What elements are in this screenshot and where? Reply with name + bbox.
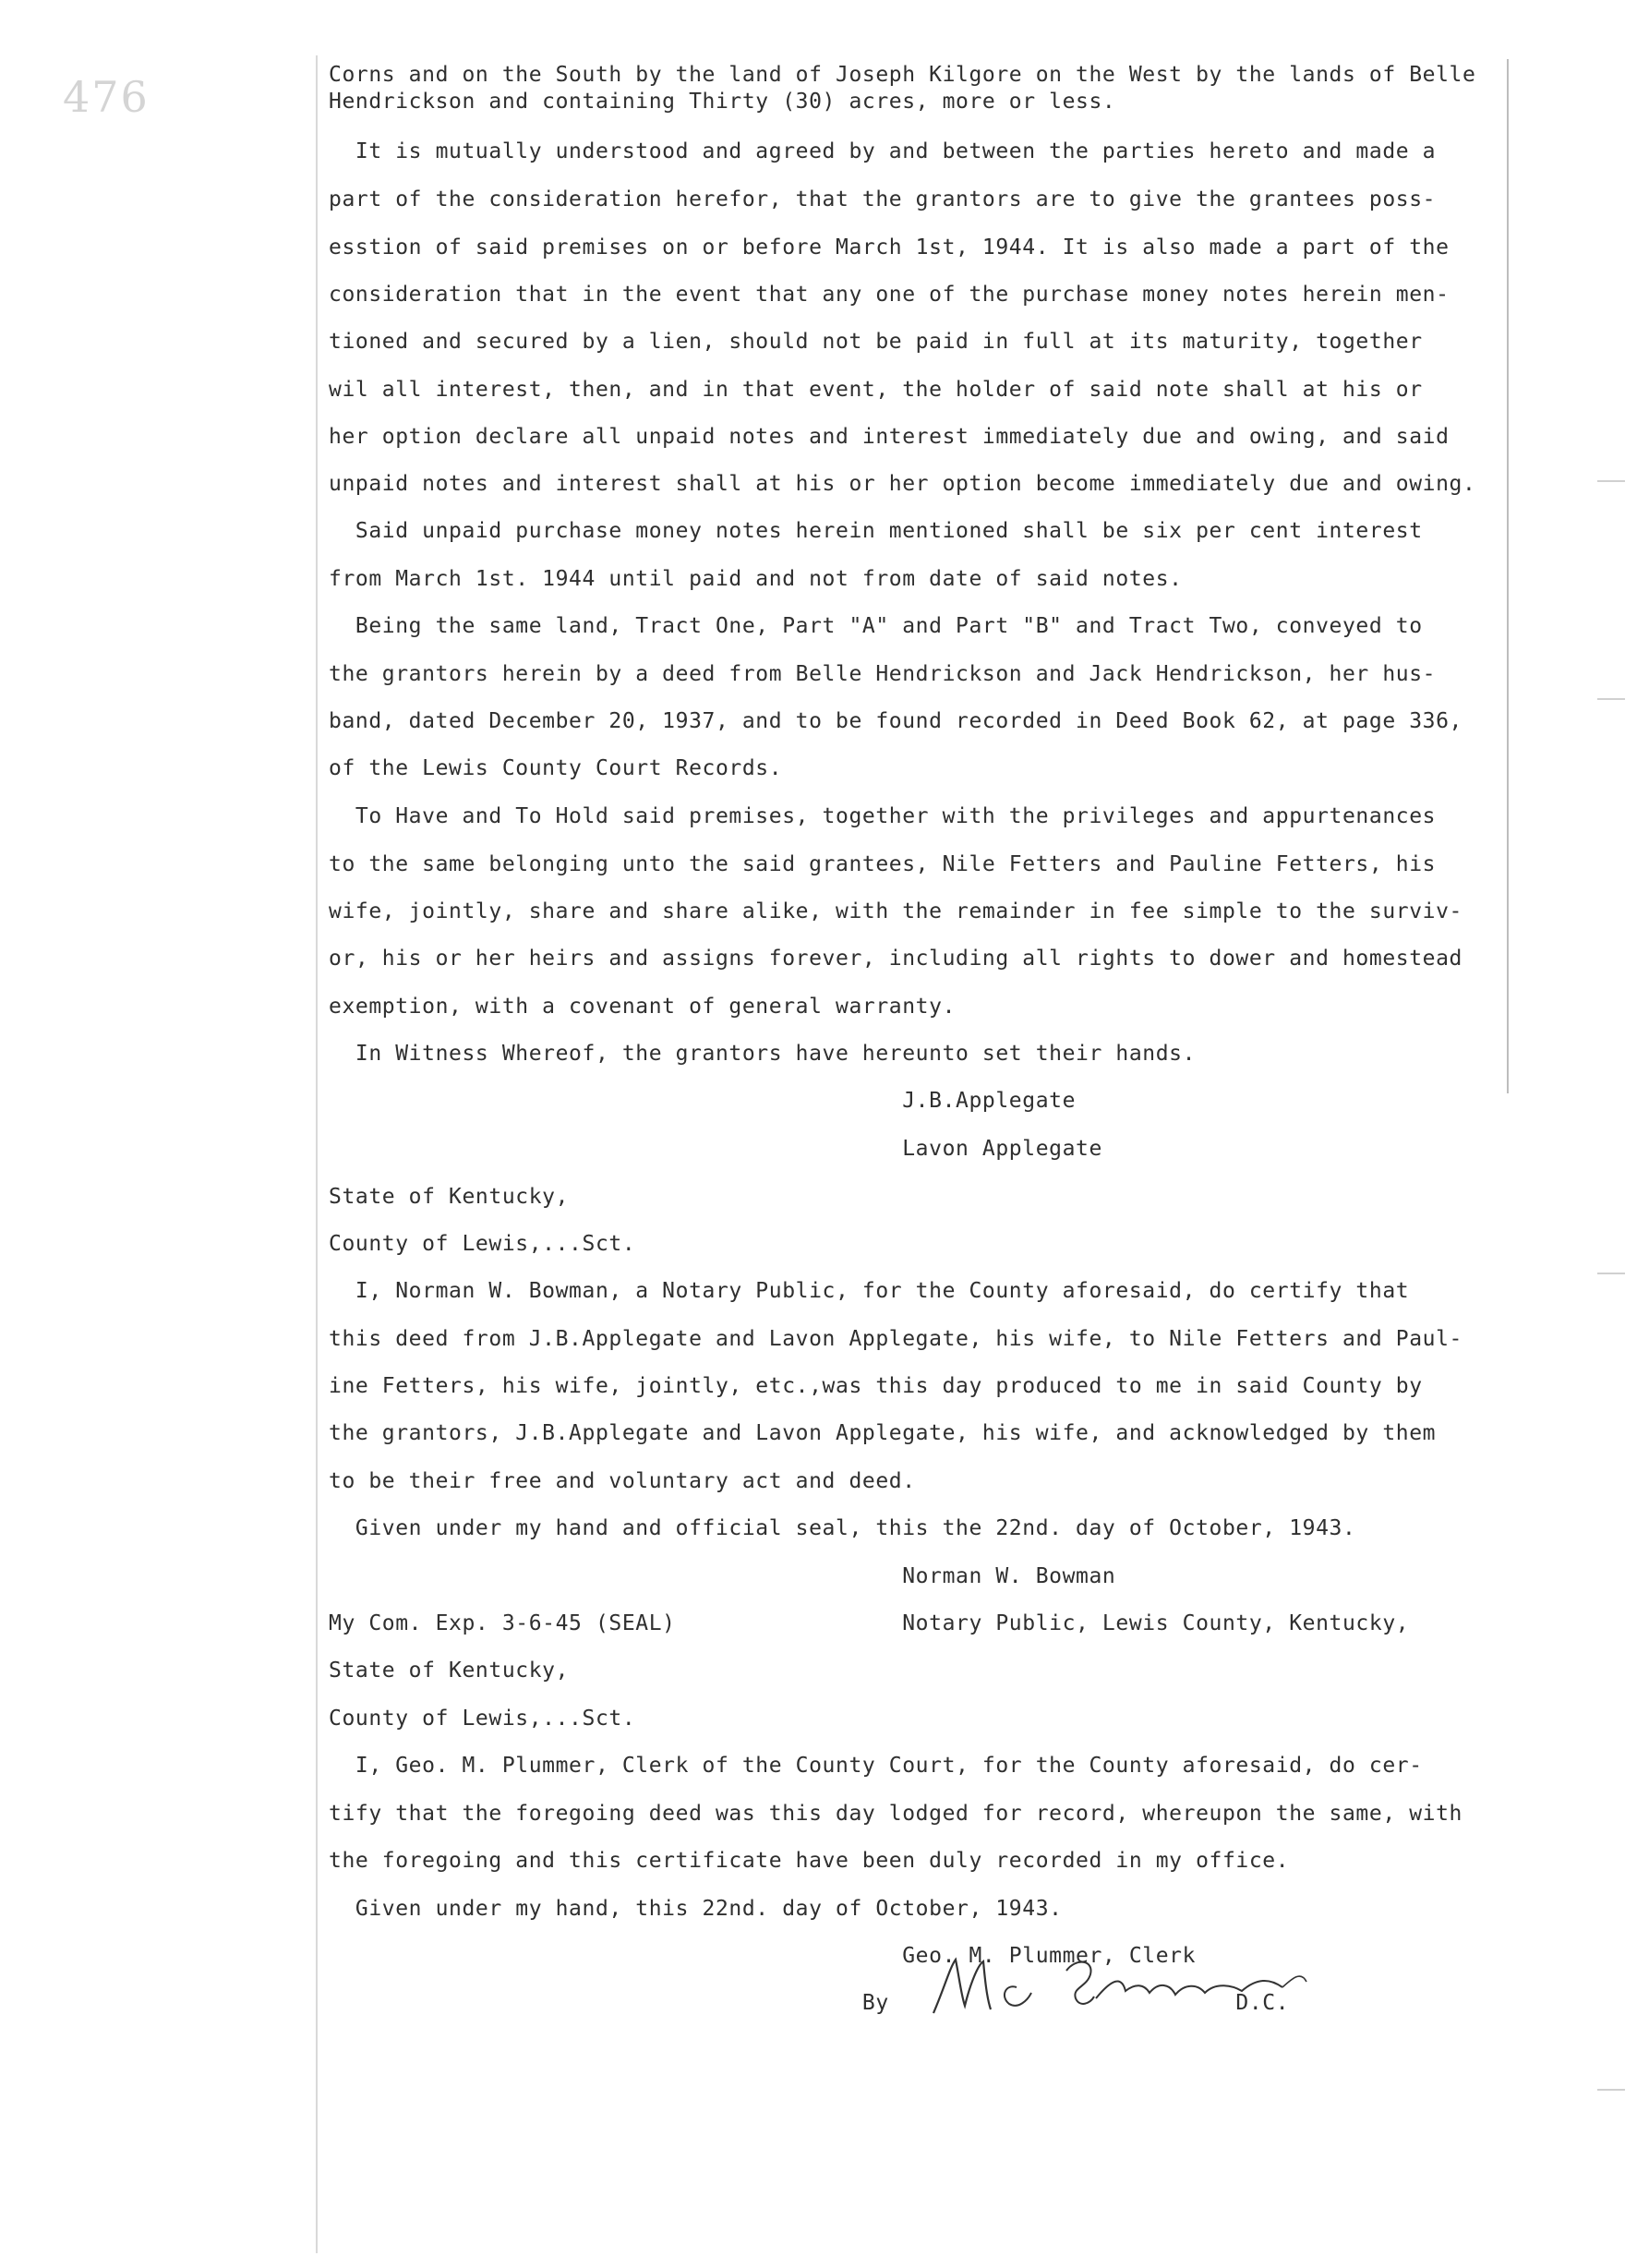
text-line: or, his or her heirs and assigns forever, including all rights to dower and homestead bbox=[329, 947, 1463, 971]
text-line: to the same belonging unto the said grantees, Nile Fetters and Pauline Fetters, his bbox=[329, 852, 1437, 876]
text-line: I, Geo. M. Plummer, Clerk of the County Court, for the County aforesaid, do cer- bbox=[329, 1754, 1423, 1778]
text-line: I, Norman W. Bowman, a Notary Public, for the County aforesaid, do certify that bbox=[329, 1279, 1410, 1303]
text-line: Said unpaid purchase money notes herein mentioned shall be six per cent interest bbox=[329, 519, 1423, 543]
text-line: wife, jointly, share and share alike, with the remainder in fee simple to the surviv- bbox=[329, 899, 1463, 923]
text-line: To Have and To Hold said premises, together with the privileges and appurtenances bbox=[329, 804, 1437, 828]
text-line: to be their free and voluntary act and deed. bbox=[329, 1469, 916, 1493]
text-line: the grantors, J.B.Applegate and Lavon Applegate, his wife, and acknowledged by them bbox=[329, 1421, 1437, 1445]
text-line: ine Fetters, his wife, jointly, etc.,was this day produced to me in said County by bbox=[329, 1374, 1423, 1398]
text-line: Given under my hand and official seal, this the 22nd. day of October, 1943. bbox=[329, 1516, 1356, 1540]
text-line: of the Lewis County Court Records. bbox=[329, 756, 783, 780]
margin-tick bbox=[1597, 480, 1625, 482]
text-line: My Com. Exp. 3-6-45 (SEAL) Notary Public, Lewis County, Kentucky, bbox=[329, 1611, 1410, 1635]
text-line: band, dated December 20, 1937, and to be found recorded in Deed Book 62, at page 336, bbox=[329, 709, 1463, 733]
clerk-signature bbox=[928, 1950, 1353, 2024]
text-line: the grantors herein by a deed from Belle Hendrickson and Jack Hendrickson, her hus- bbox=[329, 662, 1437, 686]
margin-tick bbox=[1597, 1273, 1625, 1274]
text-line: part of the consideration herefor, that the grantors are to give the grantees poss- bbox=[329, 187, 1437, 211]
left-margin-rule bbox=[316, 55, 318, 2253]
text-line: from March 1st. 1944 until paid and not from date of said notes. bbox=[329, 567, 1183, 591]
text-line: unpaid notes and interest shall at his or her option become immediately due and owing. bbox=[329, 472, 1476, 496]
margin-tick bbox=[1597, 2089, 1625, 2091]
text-line: In Witness Whereof, the grantors have hereunto set their hands. bbox=[329, 1042, 1197, 1066]
text-line: By D.C. bbox=[329, 1991, 1290, 2015]
text-line: It is mutually understood and agreed by and between the parties hereto and made a bbox=[329, 139, 1437, 163]
text-line: esstion of said premises on or before March 1st, 1944. It is also made a part of the bbox=[329, 235, 1450, 259]
text-line: County of Lewis,...Sct. bbox=[329, 1707, 636, 1731]
text-line: Given under my hand, this 22nd. day of October, 1943. bbox=[329, 1897, 1063, 1921]
right-margin-rule bbox=[1507, 59, 1509, 1093]
text-line: State of Kentucky, bbox=[329, 1659, 570, 1683]
text-line: tioned and secured by a lien, should not be paid in full at its maturity, together bbox=[329, 330, 1423, 354]
text-line: State of Kentucky, bbox=[329, 1185, 570, 1209]
text-line: consideration that in the event that any one of the purchase money notes herein men- bbox=[329, 283, 1450, 307]
text-line: this deed from J.B.Applegate and Lavon Applegate, his wife, to Nile Fetters and Paul- bbox=[329, 1327, 1463, 1351]
text-line: County of Lewis,...Sct. bbox=[329, 1232, 636, 1256]
text-line: her option declare all unpaid notes and interest immediately due and owing, and said bbox=[329, 425, 1450, 449]
text-line: Norman W. Bowman bbox=[329, 1564, 1116, 1588]
text-line: tify that the foregoing deed was this day lodged for record, whereupon the same, with bbox=[329, 1802, 1463, 1826]
margin-tick bbox=[1597, 698, 1625, 700]
text-line: Lavon Applegate bbox=[329, 1137, 1102, 1161]
text-line: Hendrickson and containing Thirty (30) acres, more or less. bbox=[329, 90, 1116, 114]
text-line: J.B.Applegate bbox=[329, 1089, 1077, 1113]
page-number: 476 bbox=[63, 72, 150, 122]
text-line: exemption, with a covenant of general warranty. bbox=[329, 995, 957, 1019]
text-line: Corns and on the South by the land of Joseph Kilgore on the West by the lands of Belle bbox=[329, 63, 1476, 87]
text-line: the foregoing and this certificate have been duly recorded in my office. bbox=[329, 1849, 1290, 1873]
text-line: Geo. M. Plummer, Clerk bbox=[329, 1944, 1197, 1968]
text-line: wil all interest, then, and in that event, the holder of said note shall at his or bbox=[329, 378, 1423, 402]
text-line: Being the same land, Tract One, Part "A" and Part "B" and Tract Two, conveyed to bbox=[329, 614, 1423, 638]
